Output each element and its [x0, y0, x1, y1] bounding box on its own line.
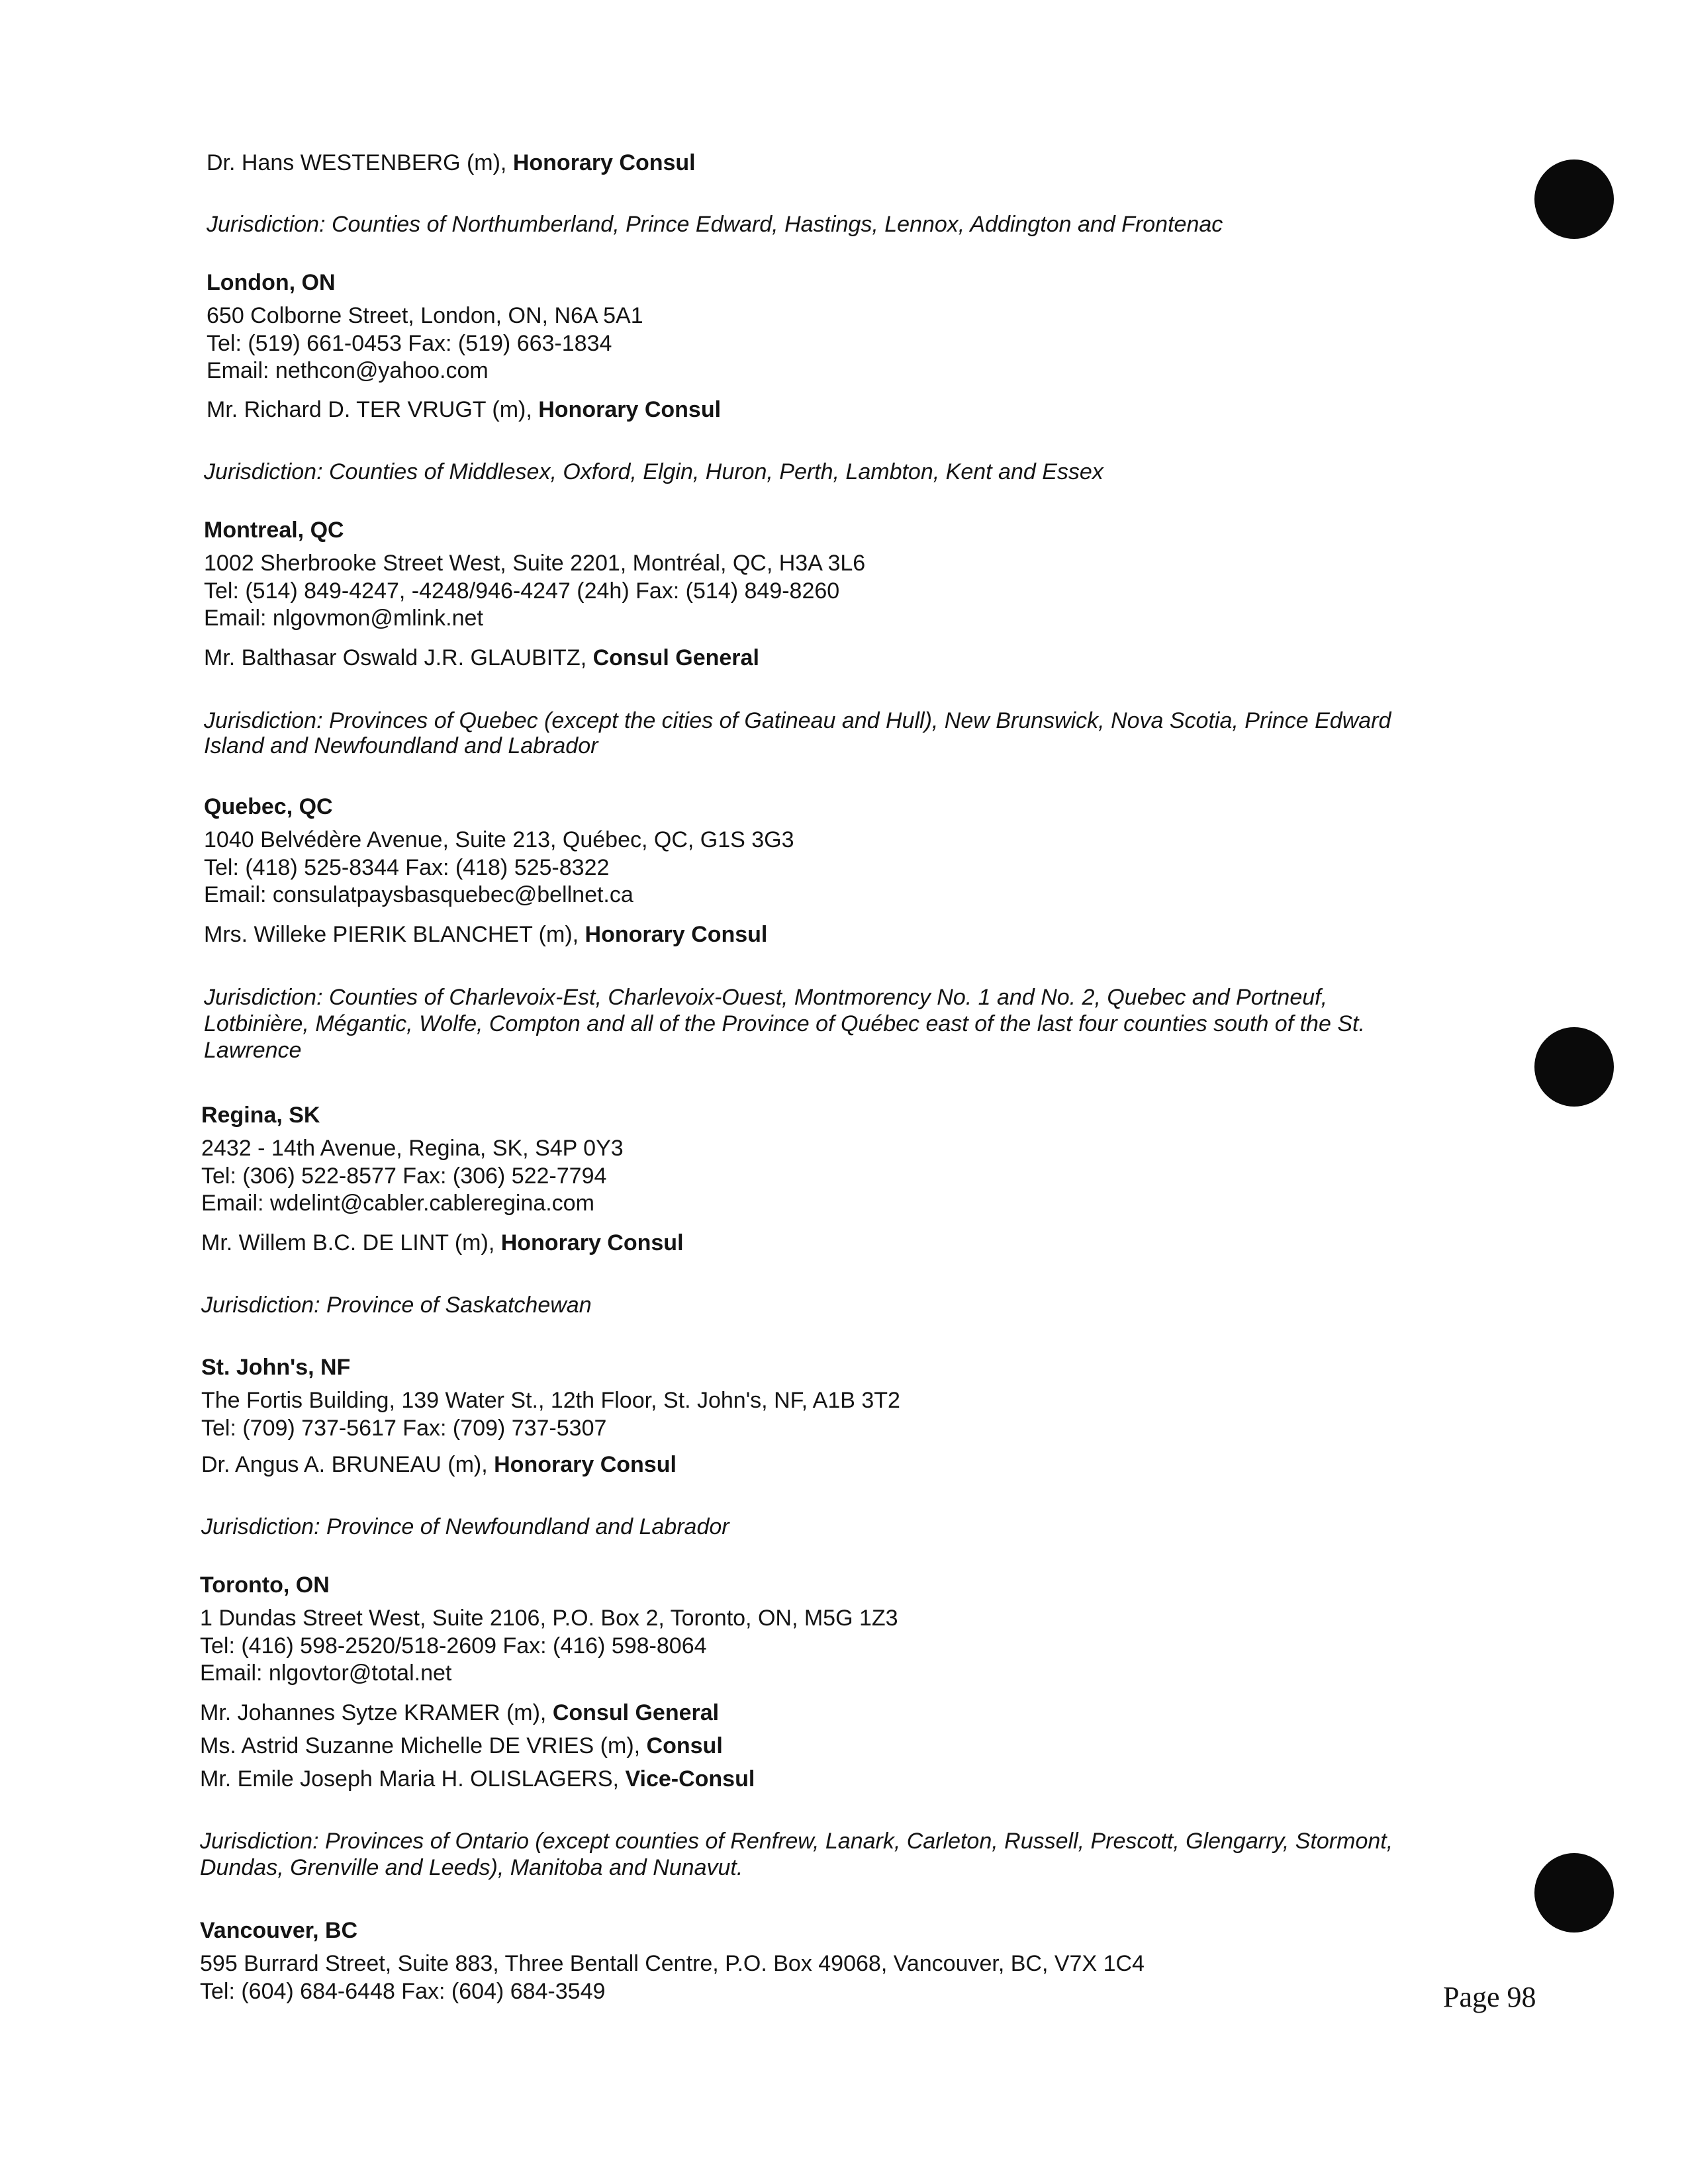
- consul-name: Mr. Willem B.C. DE LINT (m),: [201, 1230, 501, 1255]
- jurisdiction-label: Jurisdiction:: [204, 985, 323, 1010]
- jurisdiction-text: Counties of Charlevoix-Est, Charlevoix-Ouest, Montmorency No. 1 and No. 2, Quebec and Portneuf,: [322, 985, 1328, 1010]
- phone-fax: Tel: (519) 661-0453 Fax: (519) 663-1834: [207, 331, 612, 356]
- jurisdiction-label: Jurisdiction:: [204, 708, 323, 733]
- address: 1040 Belvédère Avenue, Suite 213, Québec, QC, G1S 3G3: [204, 827, 794, 852]
- jurisdiction: [204, 707, 1391, 735]
- consul-role: Honorary Consul: [512, 150, 696, 175]
- consul-role: Consul General: [592, 645, 759, 670]
- consul-name: Ms. Astrid Suzanne Michelle DE VRIES (m),: [200, 1733, 647, 1758]
- email: Email: wdelint@cabler.cableregina.com: [201, 1191, 594, 1216]
- jurisdiction-label: Jurisdiction:: [201, 1293, 320, 1318]
- email: Email: nethcon@yahoo.com: [207, 358, 489, 383]
- page-number: Page 98: [1443, 1981, 1536, 2013]
- jurisdiction-text: Counties of Northumberland, Prince Edward, Hastings, Lennox, Addington and Frontenac: [325, 212, 1223, 237]
- consul-line: [201, 1229, 684, 1257]
- phone-fax: Tel: (604) 684-6448 Fax: (604) 684-3549: [200, 1979, 606, 2004]
- consul-role: Honorary Consul: [500, 1230, 684, 1255]
- jurisdiction-text: Provinces of Quebec (except the cities of Gatineau and Hull), New Brunswick, Nova Scotia, Prince Edward: [322, 708, 1391, 733]
- consul-line: [204, 644, 759, 672]
- jurisdiction: [204, 983, 1327, 1011]
- jurisdiction-text: Provinces of Ontario (except counties of Renfrew, Lanark, Carleton, Russell, Prescott, Glengarry, Stormont,: [318, 1829, 1393, 1854]
- consul-line: [200, 1699, 719, 1727]
- city-heading: Vancouver, BC: [200, 1918, 358, 1943]
- phone-fax: Tel: (514) 849-4247, -4248/946-4247 (24h) Fax: (514) 849-8260: [204, 578, 840, 604]
- city-heading: London, ON: [207, 270, 336, 295]
- jurisdiction: [204, 458, 1103, 486]
- city-heading: Regina, SK: [201, 1103, 320, 1128]
- address: 1 Dundas Street West, Suite 2106, P.O. Box 2, Toronto, ON, M5G 1Z3: [200, 1606, 898, 1631]
- phone-fax: Tel: (709) 737-5617 Fax: (709) 737-5307: [201, 1416, 607, 1441]
- address: 595 Burrard Street, Suite 883, Three Bentall Centre, P.O. Box 49068, Vancouver, BC, V7X 1C4: [200, 1951, 1145, 1976]
- consul-line: [201, 1451, 677, 1479]
- email: Email: nlgovtor@total.net: [200, 1661, 452, 1686]
- consul-name: Mr. Johannes Sytze KRAMER (m),: [200, 1700, 553, 1725]
- address: The Fortis Building, 139 Water St., 12th Floor, St. John's, NF, A1B 3T2: [201, 1388, 900, 1413]
- consul-role: Honorary Consul: [585, 922, 768, 947]
- jurisdiction-text: Lotbinière, Mégantic, Wolfe, Compton and all of the Province of Québec east of the last four counties south of the St.: [204, 1011, 1365, 1036]
- consul-role: Consul General: [552, 1700, 720, 1725]
- consul-line: [200, 1732, 723, 1760]
- jurisdiction-text: Province of Saskatchewan: [320, 1293, 592, 1318]
- jurisdiction-text: Dundas, Grenville and Leeds), Manitoba and Nunavut.: [200, 1855, 743, 1880]
- consul-line: [207, 149, 696, 177]
- jurisdiction-label: Jurisdiction:: [201, 1514, 320, 1539]
- consul-name: Mr. Richard D. TER VRUGT (m),: [207, 397, 539, 422]
- jurisdiction-label: Jurisdiction:: [204, 459, 323, 484]
- email: Email: consulatpaysbasquebec@bellnet.ca: [204, 882, 633, 907]
- jurisdiction-label: Jurisdiction:: [207, 212, 326, 237]
- consul-line: [200, 1765, 755, 1793]
- address: 2432 - 14th Avenue, Regina, SK, S4P 0Y3: [201, 1136, 624, 1161]
- jurisdiction: [201, 1513, 729, 1541]
- punch-hole: [1534, 1027, 1614, 1107]
- consul-line: [207, 396, 721, 424]
- city-heading: St. John's, NF: [201, 1355, 351, 1380]
- city-heading: Montreal, QC: [204, 518, 344, 543]
- consul-line: [204, 921, 767, 948]
- consul-name: Mr. Emile Joseph Maria H. OLISLAGERS,: [200, 1766, 626, 1792]
- consul-role: Consul: [646, 1733, 723, 1758]
- consul-role: Honorary Consul: [538, 397, 722, 422]
- punch-hole: [1534, 159, 1614, 239]
- jurisdiction-text: Island and Newfoundland and Labrador: [204, 733, 598, 758]
- address: 650 Colborne Street, London, ON, N6A 5A1: [207, 303, 643, 328]
- phone-fax: Tel: (416) 598-2520/518-2609 Fax: (416) 598-8064: [200, 1633, 707, 1659]
- jurisdiction-label: Jurisdiction:: [200, 1829, 319, 1854]
- jurisdiction: [200, 1827, 1393, 1855]
- email: Email: nlgovmon@mlink.net: [204, 606, 483, 631]
- address: 1002 Sherbrooke Street West, Suite 2201, Montréal, QC, H3A 3L6: [204, 551, 866, 576]
- consul-role: Vice-Consul: [625, 1766, 755, 1792]
- jurisdiction-text: Province of Newfoundland and Labrador: [320, 1514, 729, 1539]
- jurisdiction-text: Lawrence: [204, 1038, 302, 1063]
- jurisdiction-text: Counties of Middlesex, Oxford, Elgin, Huron, Perth, Lambton, Kent and Essex: [322, 459, 1103, 484]
- jurisdiction: [207, 210, 1223, 238]
- city-heading: Quebec, QC: [204, 794, 333, 819]
- consul-name: Mr. Balthasar Oswald J.R. GLAUBITZ,: [204, 645, 593, 670]
- phone-fax: Tel: (306) 522-8577 Fax: (306) 522-7794: [201, 1163, 607, 1189]
- consul-name: Dr. Hans WESTENBERG (m),: [207, 150, 513, 175]
- consul-role: Honorary Consul: [494, 1452, 677, 1477]
- city-heading: Toronto, ON: [200, 1572, 330, 1598]
- consul-name: Dr. Angus A. BRUNEAU (m),: [201, 1452, 494, 1477]
- phone-fax: Tel: (418) 525-8344 Fax: (418) 525-8322: [204, 855, 610, 880]
- punch-hole: [1534, 1853, 1614, 1933]
- consul-name: Mrs. Willeke PIERIK BLANCHET (m),: [204, 922, 585, 947]
- jurisdiction: [201, 1291, 592, 1319]
